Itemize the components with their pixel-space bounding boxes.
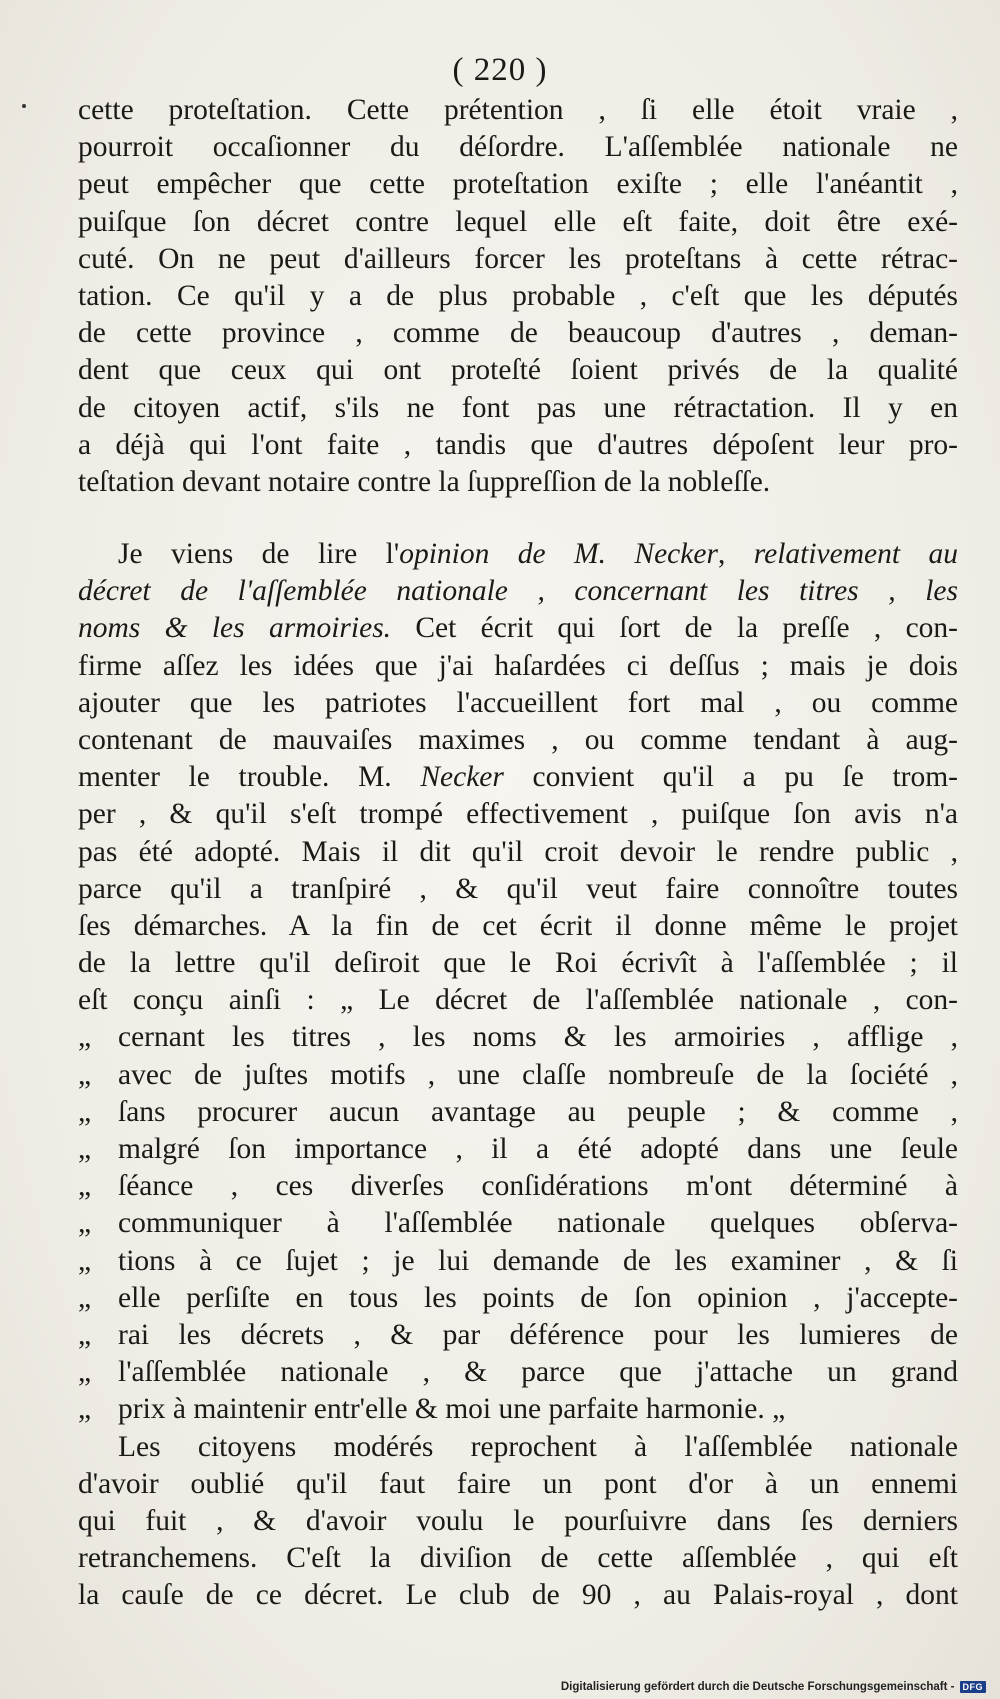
text-line: qui fuit , & d'avoir voulu le pourſuivre dans ſes derniers	[78, 1504, 958, 1537]
text-line: peut empêcher que cette proteſtation exiſte ; elle l'anéantit ,	[78, 168, 958, 201]
quote-line: „ tions à ce ſujet ; je lui demande de les examiner , & ſi	[78, 1243, 958, 1280]
text-line: ſes démarches. A la fin de cet écrit il donne même le projet	[78, 909, 958, 942]
paragraph-1	[78, 92, 958, 501]
quote-line: „ ſans procurer aucun avantage au peuple ; & comme ,	[78, 1094, 958, 1131]
text-line: ajouter que les patriotes l'accueillent fort mal , ou comme	[78, 686, 958, 719]
text-line: a déjà qui l'ont faite , tandis que d'autres dépoſent leur pro-	[78, 428, 958, 461]
credit-text: Digitalisierung gefördert durch die Deutsche Forschungsgemeinschaft -	[560, 1681, 955, 1693]
quote-mark: „	[78, 1021, 92, 1054]
text-line: décret de l'aſſemblée nationale , concernant les titres , les	[78, 575, 958, 608]
text-line: de citoyen actif, s'ils ne font pas une rétractation. Il y en	[78, 391, 958, 424]
quote-mark: „	[78, 1318, 92, 1351]
quote-mark: „	[78, 1207, 92, 1240]
digitization-credit	[561, 1681, 986, 1693]
text-line: firme aſſez les idées que j'ai haſardées ci deſſus ; mais je dois	[78, 649, 958, 682]
text-line: dent que ceux qui ont proteſté ſoient privés de la qualité	[78, 354, 958, 387]
page-number: ( 220 )	[452, 52, 548, 88]
quote-line: „ malgré ſon importance , il a été adopté dans une ſeule	[78, 1131, 958, 1168]
quote-mark: „	[78, 1170, 92, 1203]
text-line: noms & les armoiries. Cet écrit qui ſort de la preſſe , con-	[78, 612, 959, 645]
text-line: eſt conçu ainſi : „ Le décret de l'aſſemblée nationale , con-	[78, 984, 958, 1017]
text-line: contenant de mauvaiſes maximes , ou comme tendant à aug-	[78, 723, 958, 756]
quote-mark: „	[78, 1356, 92, 1389]
text-line: de la lettre qu'il deſiroit que le Roi écrivît à l'aſſemblée ; il	[78, 947, 958, 980]
title-reference: opinion de M. Necker	[399, 538, 718, 570]
margin-speck	[22, 104, 26, 108]
quote-line: „ elle perſiſte en tous les points de ſon opinion , j'accepte-	[78, 1280, 958, 1317]
text-line: parce qu'il a tranſpiré , & qu'il veut faire connoître toutes	[78, 872, 958, 905]
quote-mark: „	[78, 1095, 92, 1128]
quote-mark: „	[78, 1281, 92, 1314]
text-line: Je viens de lire l'opinion de M. Necker, relativement au	[118, 538, 959, 570]
text-line: tation. Ce qu'il y a de plus probable , c'eſt que les députés	[78, 279, 958, 312]
quote-mark: „	[78, 1393, 92, 1426]
text-line: d'avoir oublié qu'il faut faire un pont d'or à un ennemi	[78, 1467, 958, 1500]
text-line: cette proteſtation. Cette prétention , ſi elle étoit vraie ,	[78, 94, 958, 126]
quote-line: „ communiquer à l'aſſemblée nationale quelques obſerva-	[78, 1205, 958, 1242]
text-line: Les citoyens modérés reprochent à l'aſſemblée nationale	[118, 1430, 958, 1463]
quote-line: „ l'aſſemblée nationale , & parce que j'attache un grand	[78, 1354, 958, 1391]
quote-line: „ ſéance , ces diverſes conſidérations m'ont déterminé à	[78, 1168, 958, 1205]
text-line: pas été adopté. Mais il dit qu'il croit devoir le rendre public ,	[78, 835, 958, 868]
text-line: puiſque ſon décret contre lequel elle eſt faite, doit être exé-	[78, 205, 958, 238]
quote-line: „ cernant les titres , les noms & les armoiries , afflige ,	[78, 1019, 958, 1056]
quote-line: „ prix à maintenir entr'elle & moi une parfaite harmonie. „	[78, 1391, 958, 1428]
text-line: per , & qu'il s'eſt trompé effectivement , puiſque ſon avis n'a	[78, 798, 958, 831]
text-line: teſtation devant notaire contre la ſuppreſſion de la nobleſſe.	[78, 465, 771, 498]
dfg-logo-icon: DFG	[960, 1681, 987, 1693]
text-line: cuté. On ne peut d'ailleurs forcer les proteſtans à cette rétrac-	[78, 242, 958, 275]
text-line: retranchemens. C'eſt la diviſion de cette aſſemblée , qui eſt	[78, 1542, 958, 1575]
quote-mark: „	[78, 1244, 92, 1277]
text-line: pourroit occaſionner du déſordre. L'aſſemblée nationale ne	[78, 131, 958, 164]
quote-mark: „	[78, 1058, 92, 1091]
text-line: la cauſe de ce décret. Le club de 90 , au Palais-royal , dont	[78, 1579, 958, 1612]
text-line: menter le trouble. M. Necker convient qu'il a pu ſe trom-	[78, 761, 958, 794]
quote-mark: „	[78, 1133, 92, 1165]
quote-line: „ rai les décrets , & par déférence pour les lumieres de	[78, 1317, 958, 1354]
paragraph-2	[78, 536, 958, 1614]
text-line: de cette province , comme de beaucoup d'autres , deman-	[78, 317, 958, 350]
quote-line: „ avec de juſtes motifs , une claſſe nombreuſe de la ſociété ,	[78, 1057, 958, 1094]
